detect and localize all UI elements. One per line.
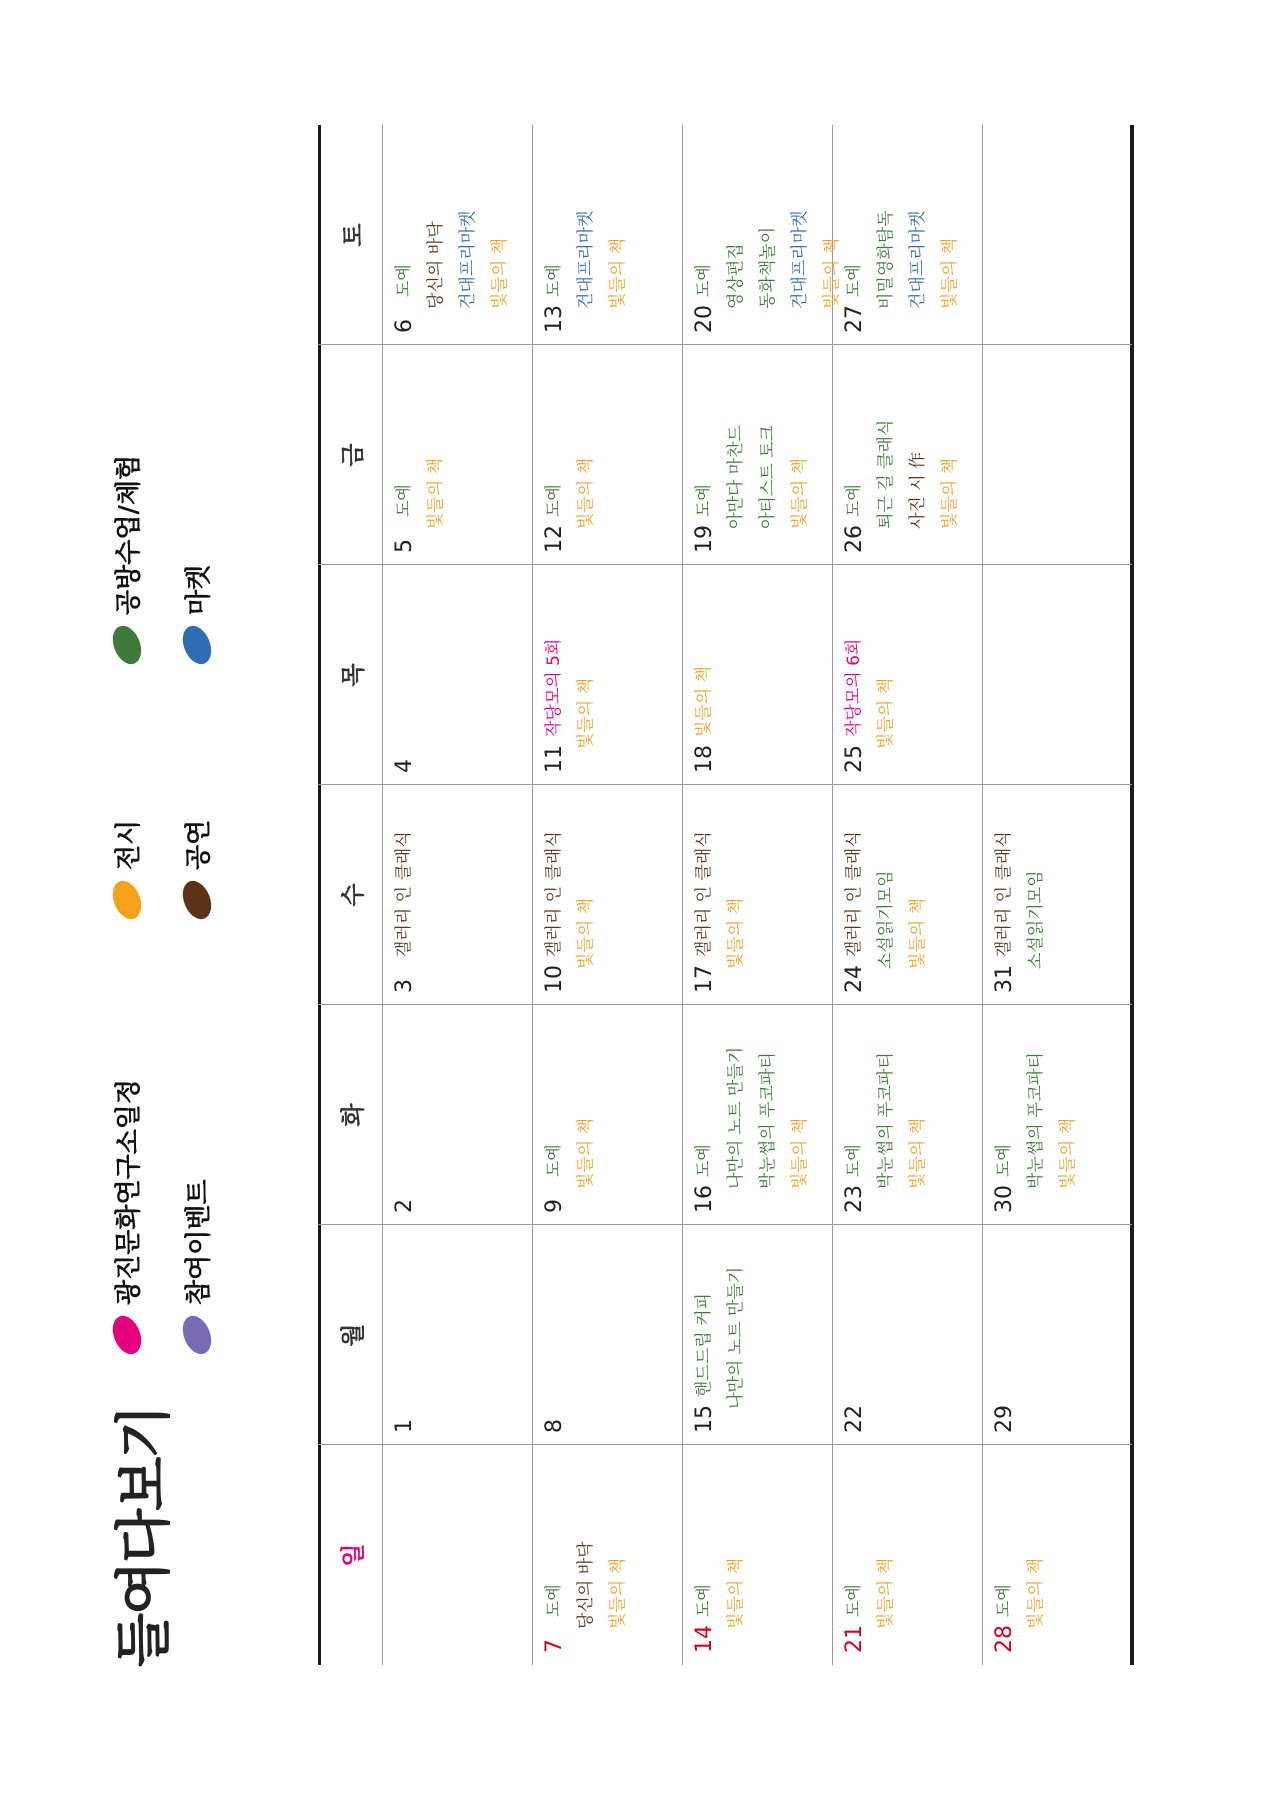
event-label: 빛들의 책 [790,1117,810,1189]
event-label: 도예 [394,264,414,297]
event-label: 빛들의 책 [426,457,446,529]
calendar-day-cell [982,1005,1132,1225]
calendar-day-cell [682,345,832,565]
calendar-day-cell [832,1225,982,1445]
legend-label: 공연 [184,819,214,870]
event-label: 빛들의 책 [694,665,714,737]
event-label: 건대프리마켓 [576,210,596,309]
day-number: 28 [992,1625,1017,1653]
day-number: 13 [542,305,567,333]
event-label: 빛들의 책 [726,1557,746,1629]
day-number: 18 [692,745,717,773]
event-label: 빛들의 책 [726,897,746,969]
day-number: 1 [392,1419,417,1433]
legend-label: 전시 [114,819,144,870]
event-label: 빛들의 책 [576,457,596,529]
event-label: 사진 시 作 [908,451,928,529]
calendar-day-cell [832,125,982,345]
event-label: 도예 [544,484,564,517]
day-number: 12 [542,525,567,553]
day-number: 30 [992,1185,1017,1213]
event-label: 도예 [844,1144,864,1177]
calendar-day-cell [532,1225,682,1445]
event-label: 도예 [994,1144,1014,1177]
calendar-day-cell [382,345,532,565]
event-label: 퇴근 길 클래식 [876,419,896,529]
event-label: 빛들의 책 [790,457,810,529]
calendar-day-cell [382,125,532,345]
event-label: 박눈썹의 푸코파티 [876,1052,896,1189]
calendar-day-cell [832,565,982,785]
legend-label: 참여이벤트 [184,1179,214,1305]
event-label: 도예 [694,484,714,517]
calendar-day-cell [832,345,982,565]
day-number: 26 [842,525,867,553]
event-label: 빛들의 책 [1058,1117,1078,1189]
event-label: 도예 [694,1144,714,1177]
event-label: 빛들의 책 [490,237,510,309]
day-number: 4 [392,759,417,773]
calendar-day-cell [682,565,832,785]
legend-dot-icon [107,1312,146,1359]
day-number: 17 [692,965,717,993]
calendar-day-cell [832,1005,982,1225]
day-number: 10 [542,965,567,993]
day-number: 20 [692,305,717,333]
legend-item [178,565,215,665]
event-label: 빛들의 책 [608,237,628,309]
event-label: 작당모의 6회 [844,638,864,737]
calendar-day-cell [532,125,682,345]
event-label: 작당모의 5회 [544,638,564,737]
day-number: 8 [542,1419,567,1433]
event-label: 갤러리 인 클래식 [394,831,414,957]
event-label: 아티스트 토크 [758,425,778,529]
day-number: 25 [842,745,867,773]
event-label: 핸드드립 커피 [694,1293,714,1397]
day-number: 24 [842,965,867,993]
event-label: 비밀영화탐독 [876,210,896,309]
event-label: 빛들의 책 [940,457,960,529]
weekday-header: 금 [338,443,367,467]
event-label: 빛들의 책 [576,1117,596,1189]
weekday-header: 목 [338,663,367,687]
event-label: 건대프리마켓 [790,210,810,309]
calendar-day-cell [382,785,532,1005]
calendar-day-cell [532,1005,682,1225]
day-number: 27 [842,305,867,333]
event-label: 나만의 노트 만들기 [726,1266,746,1409]
event-label: 나만의 노트 만들기 [726,1046,746,1189]
event-label: 도예 [694,264,714,297]
event-label: 도예 [694,1584,714,1617]
event-label: 소설읽기모임 [1026,870,1046,969]
calendar-day-cell [682,785,832,1005]
day-number: 11 [542,745,567,773]
event-label: 빛들의 책 [822,237,842,309]
calendar-day-cell [682,1445,832,1665]
event-label: 소설읽기모임 [876,870,896,969]
event-label: 도예 [844,1584,864,1617]
event-label: 영상편집 [726,243,746,309]
event-label: 아만다 마찬드 [726,425,746,529]
legend-item [178,1179,215,1355]
calendar-day-cell [832,785,982,1005]
calendar-day-cell [532,1445,682,1665]
legend-item [108,455,145,665]
event-label: 건대프리마켓 [458,210,478,309]
day-number: 5 [392,539,417,553]
day-number: 7 [542,1639,567,1653]
event-label: 빛들의 책 [608,1557,628,1629]
legend-item [178,820,215,920]
legend [108,455,238,1355]
event-label: 갤러리 인 클래식 [544,831,564,957]
event-label: 갤러리 인 클래식 [994,831,1014,957]
weekday-header: 토 [338,223,367,247]
event-label: 갤러리 인 클래식 [694,831,714,957]
day-number: 14 [692,1625,717,1653]
weekday-header: 수 [338,883,367,907]
legend-dot-icon [107,877,146,924]
event-label: 당신의 바닥 [426,221,446,309]
event-label: 빛들의 책 [908,897,928,969]
legend-label: 마켓 [184,564,214,615]
calendar-day-cell [982,785,1132,1005]
calendar-grid [318,125,1138,1665]
calendar-day-cell [532,785,682,1005]
legend-dot-icon [177,877,216,924]
calendar-day-cell [382,1225,532,1445]
event-label: 빛들의 책 [940,237,960,309]
day-number: 31 [992,965,1017,993]
event-label: 빛들의 책 [576,897,596,969]
legend-dot-icon [177,622,216,669]
day-number: 6 [392,319,417,333]
day-number: 22 [842,1405,867,1433]
event-label: 도예 [544,264,564,297]
event-label: 동화책놀이 [758,226,778,309]
day-number: 29 [992,1405,1017,1433]
calendar-day-cell [382,565,532,785]
event-label: 건대프리마켓 [908,210,928,309]
calendar-day-cell [532,345,682,565]
event-label: 도예 [544,1584,564,1617]
weekday-header: 월 [338,1323,367,1347]
legend-dot-icon [177,1312,216,1359]
day-number: 16 [692,1185,717,1213]
legend-label: 공방수업/체험 [114,454,144,615]
legend-item [108,820,145,920]
event-label: 빛들의 책 [876,1557,896,1629]
day-number: 3 [392,979,417,993]
day-number: 2 [392,1199,417,1213]
event-label: 도예 [544,1144,564,1177]
event-label: 박눈썹의 푸코파티 [1026,1052,1046,1189]
calendar-day-cell [682,125,842,345]
calendar-day-cell [532,565,682,785]
event-label: 도예 [994,1584,1014,1617]
event-label: 도예 [844,264,864,297]
weekday-header: 일 [338,1543,367,1567]
event-label: 빛들의 책 [908,1117,928,1189]
calendar-day-cell [682,1225,832,1445]
legend-label: 광진문화연구소일정 [114,1078,144,1305]
legend-item [108,1079,145,1355]
calendar-day-cell [832,1445,982,1665]
calendar-day-cell [982,1225,1132,1445]
event-label: 박눈썹의 푸코파티 [758,1052,778,1189]
event-label: 빛들의 책 [576,677,596,749]
calendar-day-cell [682,1005,832,1225]
day-number: 21 [842,1625,867,1653]
legend-dot-icon [107,622,146,669]
page-title: 들여다보기 [111,1406,177,1667]
event-label: 도예 [394,484,414,517]
calendar-day-cell [382,1005,532,1225]
weekday-header: 화 [338,1103,367,1127]
event-label: 도예 [844,484,864,517]
calendar-day-cell [982,1445,1132,1665]
day-number: 23 [842,1185,867,1213]
event-label: 갤러리 인 클래식 [844,831,864,957]
event-label: 빛들의 책 [876,677,896,749]
day-number: 9 [542,1199,567,1213]
day-number: 19 [692,525,717,553]
day-number: 15 [692,1405,717,1433]
event-label: 당신의 바닥 [576,1541,596,1629]
event-label: 빛들의 책 [1026,1557,1046,1629]
